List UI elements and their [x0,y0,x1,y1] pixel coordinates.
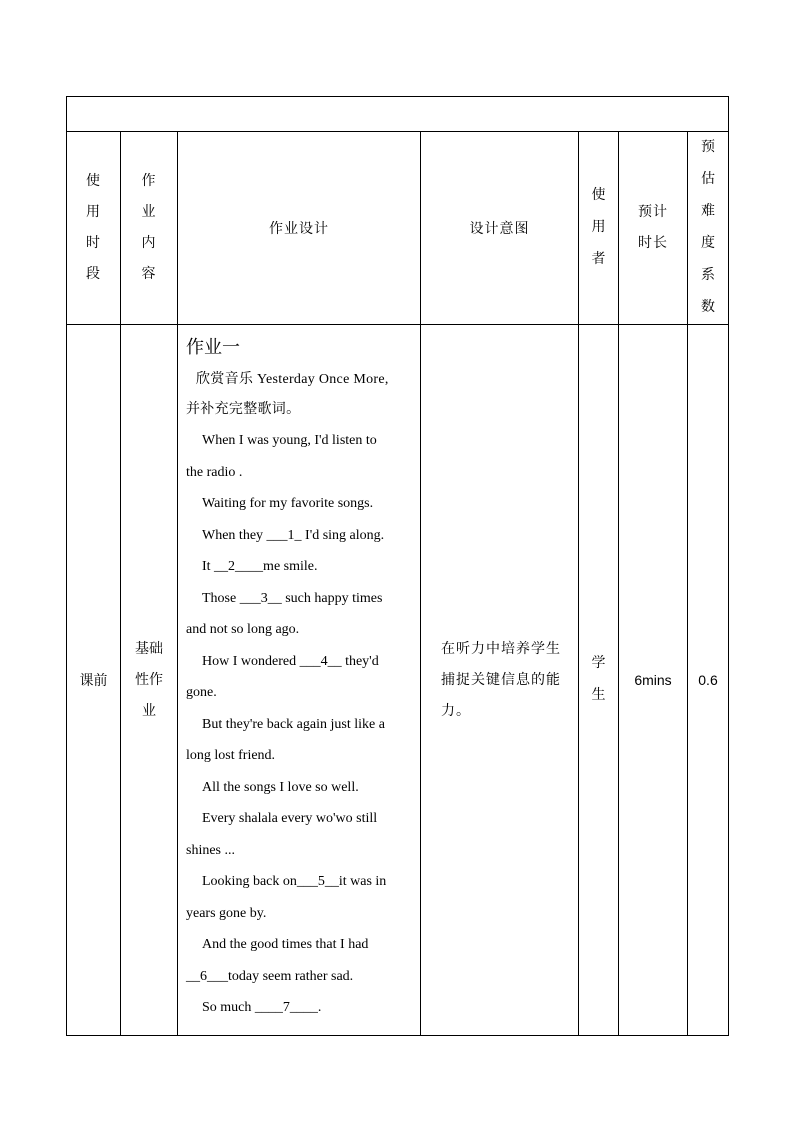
cell-intent [421,325,579,1036]
lyric-line: Every shalala every wo'wo still [202,811,378,826]
lyric-line: Those ___3__ such happy times [202,590,383,606]
header-content: 作业内容 [121,132,178,325]
lyric-line: When I was young, I'd listen to [202,433,377,448]
lyric-line: the radio . [186,464,243,480]
table-top-row [67,97,729,132]
cell-content: 基础性作业 [121,325,178,1036]
lyric-line: shines ... [186,842,235,858]
lyrics-list [186,425,412,1024]
header-difficulty: 预估难度系数 [688,132,729,325]
intro-line-1: 欣赏音乐 Yesterday Once More, [196,372,389,387]
cell-time: 6mins [619,325,688,1036]
homework-table [66,96,729,1036]
intent-text: 在听力中培养学生捕捉关键信息的能力。 [441,641,561,719]
lyric-line: And the good times that I had [202,937,369,952]
header-user: 使用者 [579,132,619,325]
lyric-line: Waiting for my favorite songs. [202,496,374,511]
lyric-line: How I wondered ___4__ they'd [202,653,379,669]
lyric-line: years gone by. [186,905,267,921]
table-header-row [67,132,729,325]
lyric-line: It __2____me smile. [202,559,318,574]
cell-design [178,325,421,1036]
lyric-line: long lost friend. [186,748,276,763]
lyric-line: But they're back again just like a [202,716,385,732]
lyric-line: gone. [186,685,217,700]
header-intent: 设计意图 [421,132,579,325]
lyric-line: and not so long ago. [186,622,300,637]
table-top-cell [67,97,729,132]
lyric-line: All the songs I love so well. [202,779,359,795]
table-row [67,325,729,1036]
cell-difficulty: 0.6 [688,325,729,1036]
lyric-line: Looking back on___5__it was in [202,874,387,889]
header-design: 作业设计 [178,132,421,325]
lyric-line: So much ____7____. [202,1000,322,1015]
homework-title: 作业一 [186,337,240,358]
header-time: 预计时长 [619,132,688,325]
intro-line-2: 并补充完整歌词。 [186,402,301,417]
cell-period: 课前 [67,325,121,1036]
header-period: 使用时段 [67,132,121,325]
lyric-line: __6___today seem rather sad. [186,968,354,984]
lyric-line: When they ___1_ I'd sing along. [202,527,385,543]
cell-user: 学生 [579,325,619,1036]
